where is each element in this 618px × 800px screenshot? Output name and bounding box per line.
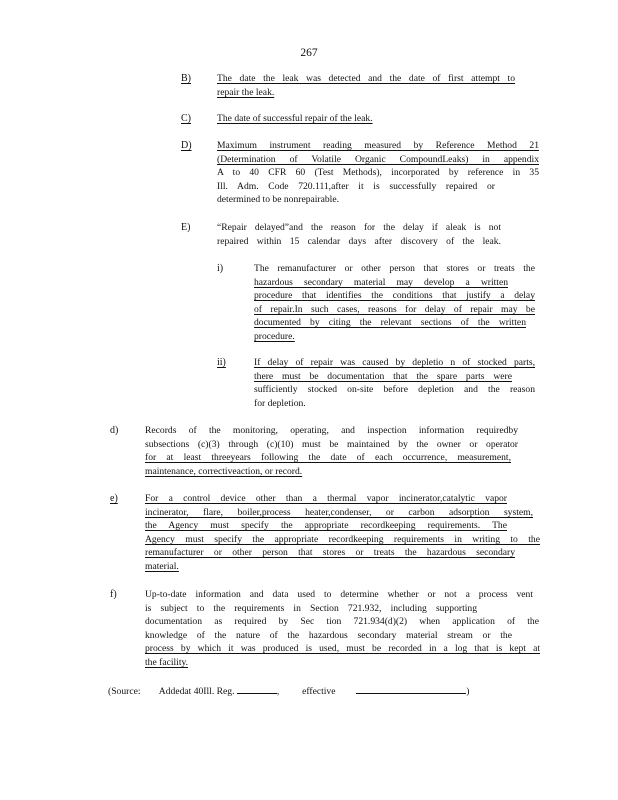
item-label-f: f) — [110, 589, 117, 600]
source-close: ) — [466, 686, 470, 697]
text-line: procedure that identifies the conditions that justify a delay — [254, 290, 535, 302]
text-line: material. — [145, 560, 179, 572]
text-line: sufficiently stocked on-site before depletion and the reason — [254, 384, 535, 396]
item-text-C — [217, 112, 417, 126]
text-line: The date of successful repair of the leak. — [217, 113, 373, 124]
text-line: of repair.In such cases, reasons for delay of repair may be — [254, 303, 535, 315]
item-text-E-ii — [254, 356, 535, 410]
text-line: Up-to-date information and data used to determine whether or not a process vent — [145, 589, 533, 600]
item-label-D: D) — [181, 140, 192, 151]
source-open: (Source: — [108, 686, 141, 697]
source-text: Addedat 40Ill. Reg. — [158, 686, 235, 697]
text-line: incinerator, flare, boiler,process heater,condenser, or carbon adsorption system, — [145, 506, 533, 518]
text-line: The date the leak was detected and the date of first attempt to — [217, 73, 515, 84]
text-line: Records of the monitoring, operating, and inspection information requiredby — [145, 425, 518, 436]
text-line: (Determination of Volatile Organic CompoundLeaks) in appendix — [217, 153, 539, 165]
text-line: for at least threeyears following the date of each occurrence, measurement, — [145, 452, 511, 464]
item-label-E: E) — [181, 222, 191, 233]
text-line: Ill. Adm. Code 720.111,after it is successfully repaired or — [217, 180, 495, 192]
item-text-f — [145, 588, 540, 670]
text-line: “Repair delayed”and the reason for the delay if aleak is not — [217, 222, 501, 233]
page-number: 267 — [300, 47, 318, 59]
text-line: procedure. — [254, 330, 295, 342]
item-label-d: d) — [110, 425, 119, 436]
text-line: there must be documentation that the spare parts were — [254, 370, 512, 382]
source-effective-label: effective — [302, 686, 336, 697]
item-label-e: e) — [110, 493, 118, 504]
effective-date-blank — [356, 683, 466, 694]
item-label-E-ii: ii) — [217, 357, 226, 368]
text-line: The remanufacturer or other person that stores or treats the — [254, 263, 535, 274]
text-line: remanufacturer or other person that stores or treats the hazardous secondary — [145, 547, 515, 559]
text-line: For a control device other than a thermal vapor incinerator,catalytic vapor — [145, 493, 507, 504]
item-label-E-i: i) — [217, 263, 224, 274]
item-label-C: C) — [181, 113, 191, 124]
item-text-B — [217, 72, 515, 99]
text-line: Agency must specify the appropriate recordkeeping requirements in writing to the — [145, 533, 540, 545]
text-line: Maximum instrument reading measured by Reference Method 21 — [217, 140, 539, 151]
item-text-E — [217, 221, 501, 248]
text-line: process by which it was produced is used, must be recorded in a log that is kept at — [145, 643, 540, 655]
text-line: hazardous secondary material may develop a written — [254, 276, 508, 288]
text-line: repaired within 15 calendar days after discovery of the leak. — [217, 235, 501, 247]
text-line: the Agency must specify the appropriate recordkeeping requirements. The — [145, 520, 507, 532]
item-text-d — [145, 424, 518, 478]
item-text-e — [145, 492, 540, 574]
text-line: documentation as required by Sec tion 721.934(d)(2) when application of the — [145, 616, 539, 628]
text-line: is subject to the requirements in Section 721.932, including supporting — [145, 602, 477, 614]
text-line: the facility. — [145, 656, 189, 668]
item-text-D — [217, 139, 539, 207]
text-line: for depletion. — [254, 397, 306, 409]
text-line: documented by citing the relevant sections of the written — [254, 317, 526, 329]
item-text-E-i — [254, 262, 535, 344]
text-line: subsections (c)(3) through (c)(10) must be maintained by the owner or operator — [145, 438, 518, 450]
text-line: determined to be nonrepairable. — [217, 194, 340, 206]
register-blank — [237, 683, 277, 694]
text-line: knowledge of the nature of the hazardous secondary material stream or the — [145, 629, 512, 641]
source-comma: , — [276, 686, 280, 697]
text-line: A to 40 CFR 60 (Test Methods), incorporated by reference in 35 — [217, 167, 539, 179]
item-label-B: B) — [181, 73, 191, 84]
source-note — [108, 683, 528, 699]
text-line: maintenance, correctiveaction, or record. — [145, 465, 303, 477]
text-line: If delay of repair was caused by depletio n of stocked parts, — [254, 357, 535, 368]
text-line: repair the leak. — [217, 86, 275, 98]
